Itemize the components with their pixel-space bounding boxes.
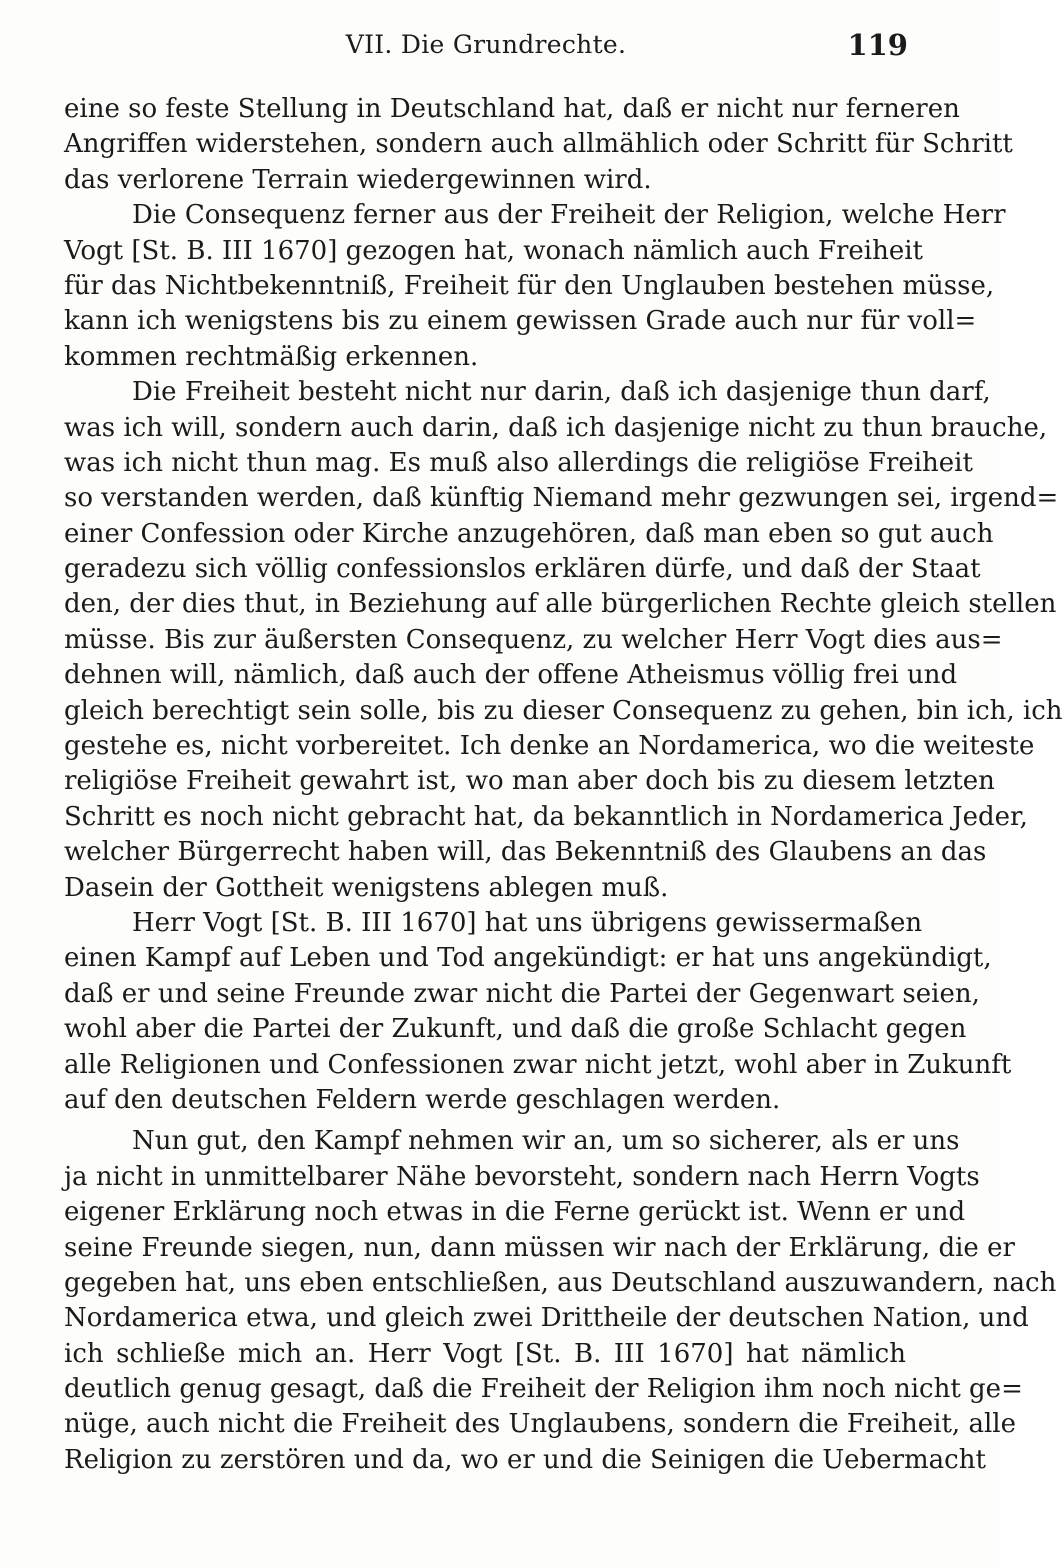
text-line: Die Freiheit besteht nicht nur darin, daß ich dasjenige thun darf, xyxy=(132,377,991,408)
text-line: seine Freunde siegen, nun, dann müssen wir nach der Erklärung, die er xyxy=(64,1232,1015,1263)
text-line: das verlorene Terrain wiedergewinnen wird. xyxy=(64,164,652,195)
paragraph xyxy=(64,906,1012,1118)
text-line: geradezu sich völlig confessionslos erklären dürfe, und daß der Staat xyxy=(64,554,981,585)
text-line: kann ich wenigstens bis zu einem gewissen Grade auch nur für voll= xyxy=(64,306,977,337)
text-line: gleich berechtigt sein solle, bis zu dieser Consequenz zu gehen, bin ich, ich xyxy=(64,695,1063,726)
text-line: auf den deutschen Feldern werde geschlagen werden. xyxy=(64,1084,781,1115)
text-line: einen Kampf auf Leben und Tod angekündigt: er hat uns angekündigt, xyxy=(64,943,992,974)
text-line: nüge, auch nicht die Freiheit des Unglaubens, sondern die Freiheit, alle xyxy=(64,1409,1016,1440)
text-line: Vogt [St. B. III 1670] gezogen hat, wonach nämlich auch Freiheit xyxy=(64,235,923,266)
text-line: was ich will, sondern auch darin, daß ich dasjenige nicht zu thun brauche, xyxy=(64,412,1048,443)
text-line: wohl aber die Partei der Zukunft, und daß die große Schlacht gegen xyxy=(64,1014,967,1045)
text-line: Die Consequenz ferner aus der Freiheit der Religion, welche Herr xyxy=(132,200,1006,231)
text-line: gestehe es, nicht vorbereitet. Ich denke an Nordamerica, wo die weiteste xyxy=(64,731,1035,762)
text-line: ich schließe mich an. Herr Vogt [St. B. III 1670] hat nämlich xyxy=(64,1338,906,1369)
text-line: so verstanden werden, daß künftig Niemand mehr gezwungen sei, irgend= xyxy=(64,483,1059,514)
text-line: einer Confession oder Kirche anzugehören, daß man eben so gut auch xyxy=(64,518,994,549)
text-line: ja nicht in unmittelbarer Nähe bevorsteht, sondern nach Herrn Vogts xyxy=(64,1161,980,1192)
paragraph xyxy=(64,198,1006,375)
chapter-title: VII. Die Grundrechte. xyxy=(345,30,627,59)
text-line: Herr Vogt [St. B. III 1670] hat uns übrigens gewissermaßen xyxy=(132,907,923,938)
paragraph xyxy=(64,375,1063,906)
running-head xyxy=(64,30,908,70)
text-line: welcher Bürgerrecht haben will, das Bekenntniß des Glaubens an das xyxy=(64,837,987,868)
text-line: gegeben hat, uns eben entschließen, aus Deutschland auszuwandern, nach xyxy=(64,1267,1057,1298)
text-line: kommen rechtmäßig erkennen. xyxy=(64,341,479,372)
paragraph xyxy=(64,1124,1057,1478)
text-line: deutlich genug gesagt, daß die Freiheit der Religion ihm noch nicht ge= xyxy=(64,1374,1023,1405)
text-line: religiöse Freiheit gewahrt ist, wo man aber doch bis zu diesem letzten xyxy=(64,766,995,797)
text-line: eine so feste Stellung in Deutschland hat, daß er nicht nur ferneren xyxy=(64,94,960,124)
text-line: Angriffen widerstehen, sondern auch allmählich oder Schritt für Schritt xyxy=(64,129,1013,160)
text-line: Religion zu zerstören und da, wo er und die Seinigen die Uebermacht xyxy=(64,1444,986,1475)
text-line: Dasein der Gottheit wenigstens ablegen muß. xyxy=(64,872,669,903)
text-line: daß er und seine Freunde zwar nicht die Partei der Gegenwart seien, xyxy=(64,978,980,1009)
text-line: dehnen will, nämlich, daß auch der offene Atheismus völlig frei und xyxy=(64,660,958,691)
text-line: den, der dies thut, in Beziehung auf alle bürgerlichen Rechte gleich stellen xyxy=(64,589,1057,620)
text-line: müsse. Bis zur äußersten Consequenz, zu welcher Herr Vogt dies aus= xyxy=(64,624,1003,655)
text-line: Schritt es noch nicht gebracht hat, da bekanntlich in Nordamerica Jeder, xyxy=(64,801,1028,832)
text-line: Nun gut, den Kampf nehmen wir an, um so sicherer, als er uns xyxy=(132,1126,960,1157)
text-line: für das Nichtbekenntniß, Freiheit für den Unglauben bestehen müsse, xyxy=(64,270,995,301)
paragraph xyxy=(64,92,1013,198)
page-number: 119 xyxy=(847,28,908,62)
body-text xyxy=(64,92,1063,1478)
text-line: eigener Erklärung noch etwas in die Ferne gerückt ist. Wenn er und xyxy=(64,1197,966,1228)
text-line: was ich nicht thun mag. Es muß also allerdings die religiöse Freiheit xyxy=(64,447,973,478)
text-line: alle Religionen und Confessionen zwar nicht jetzt, wohl aber in Zukunft xyxy=(64,1049,1012,1080)
text-line: Nordamerica etwa, und gleich zwei Drittheile der deutschen Nation, und xyxy=(64,1303,1029,1334)
